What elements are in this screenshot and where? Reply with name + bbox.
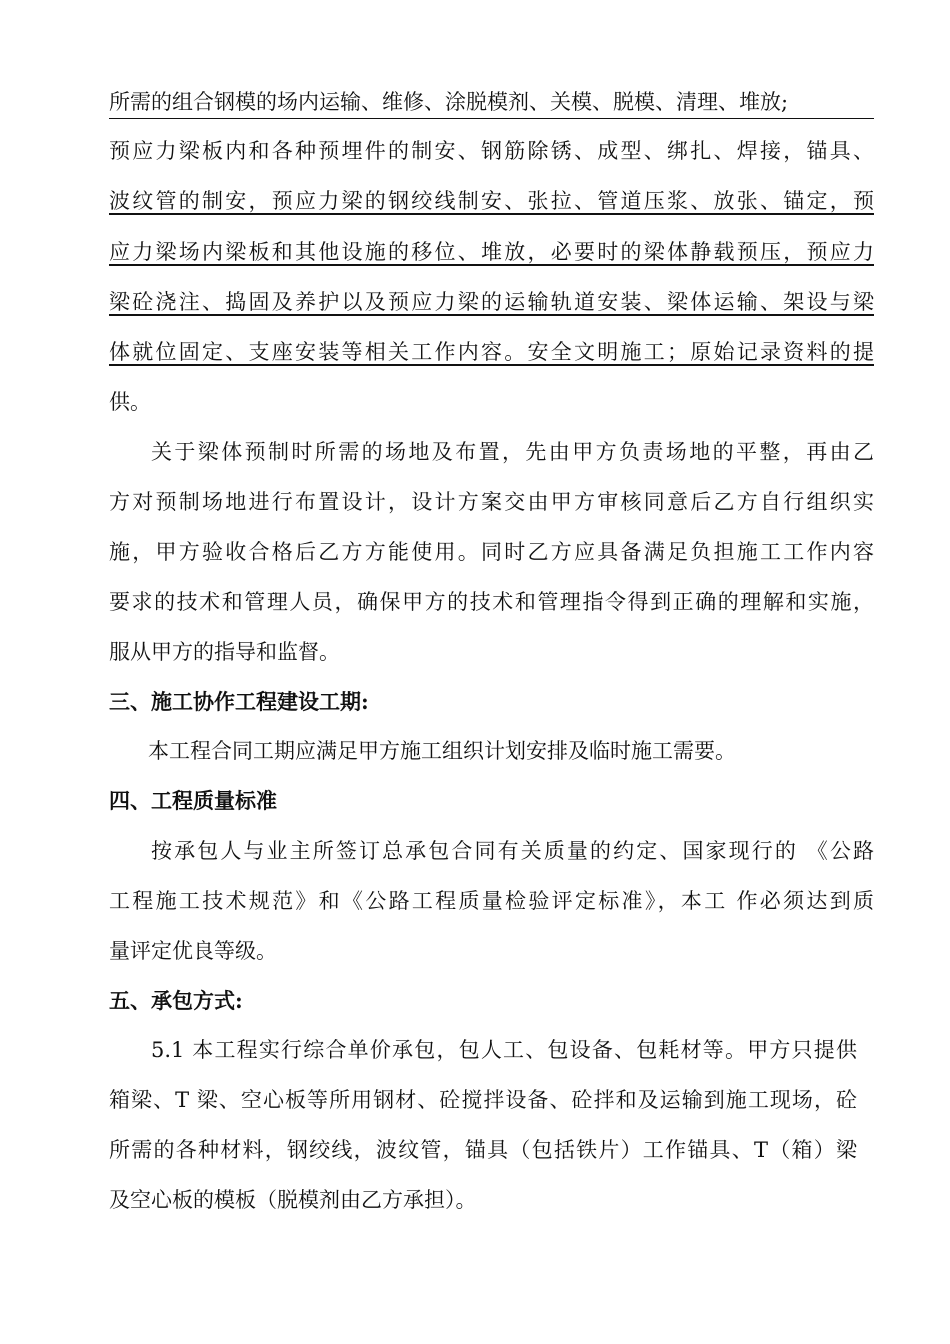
underlined-line: 梁砼浇注、捣固及养护以及预应力梁的运输轨道安装、梁体运输、架设与梁 (109, 290, 874, 314)
paragraph-line: 方对预制场地进行布置设计，设计方案交由甲方审核同意后乙方自行组织实 (109, 490, 874, 514)
section-heading: 三、施工协作工程建设工期: (109, 689, 369, 714)
paragraph-line: 施，甲方验收合格后乙方方能使用。同时乙方应具备满足负担施工工作内容 (109, 540, 874, 564)
paragraph-line: 服从甲方的指导和监督。 (109, 640, 340, 664)
underlined-line: 应力梁场内梁板和其他设施的移位、堆放，必要时的梁体静载预压，预应力 (109, 240, 874, 264)
horizontal-rule (109, 118, 874, 119)
paragraph-line: 所需的组合钢模的场内运输、维修、涂脱模剂、关模、脱模、清理、堆放; (109, 90, 789, 114)
underlined-line: 波纹管的制安，预应力梁的钢绞线制安、张拉、管道压浆、放张、锚定，预 (109, 189, 874, 213)
paragraph-line: 所需的各种材料，钢绞线，波纹管，锚具（包括铁片）工作锚具、T（箱）梁 (109, 1138, 857, 1162)
paragraph-line: 关于梁体预制时所需的场地及布置，先由甲方负责场地的平整，再由乙 (151, 440, 874, 464)
paragraph-line: 箱梁、T 梁、空心板等所用钢材、砼搅拌设备、砼拌和及运输到施工现场，砼 (109, 1088, 857, 1112)
paragraph-line: 预应力梁板内和各种预埋件的制安、钢筋除锈、成型、绑扎、焊接，锚具、 (109, 139, 874, 163)
paragraph-line: 工程施工技术规范》和《公路工程质量检验评定标准》，本工 作必须达到质 (109, 889, 874, 913)
paragraph-line: 本工程合同工期应满足甲方施工组织计划安排及临时施工需要。 (148, 739, 736, 763)
paragraph-line: 供。 (109, 390, 151, 414)
paragraph-line: 要求的技术和管理人员，确保甲方的技术和管理指令得到正确的理解和实施， (109, 590, 874, 614)
underlined-line: 体就位固定、支座安装等相关工作内容。安全文明施工；原始记录资料的提 (109, 340, 874, 364)
section-heading: 四、工程质量标准 (109, 788, 277, 813)
paragraph-line: 5.1 本工程实行综合单价承包，包人工、包设备、包耗材等。甲方只提供 (151, 1038, 857, 1062)
paragraph-line: 量评定优良等级。 (109, 939, 277, 963)
paragraph-line: 及空心板的模板（脱模剂由乙方承担）。 (109, 1188, 477, 1212)
section-heading: 五、承包方式: (109, 988, 243, 1013)
paragraph-line: 按承包人与业主所签订总承包合同有关质量的约定、国家现行的 《公路 (151, 839, 874, 863)
